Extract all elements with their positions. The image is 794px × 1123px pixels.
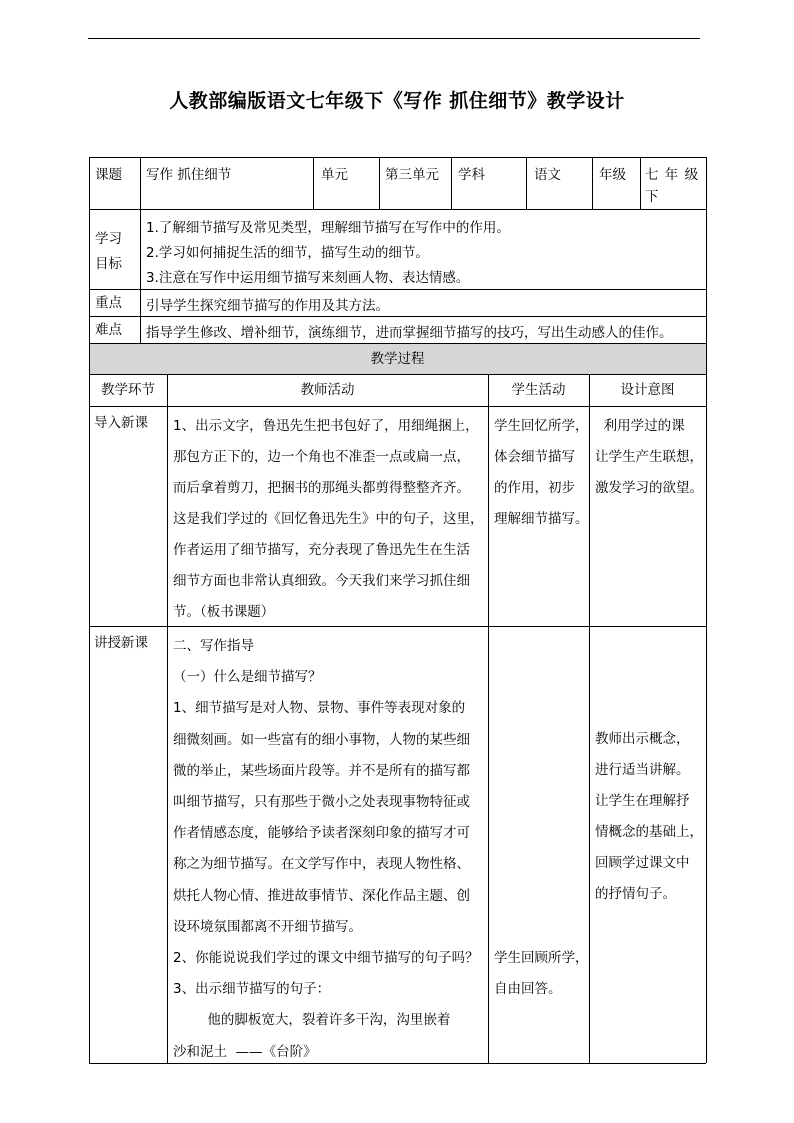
lecture-student-line: 自由回答。 xyxy=(494,981,562,997)
intro-teacher-line: 这是我们学过的《回忆鲁迅先生》中的句子，这里， xyxy=(173,511,484,527)
intro-student-line: 体会细节描写 xyxy=(494,449,575,465)
lecture-teacher-line: 称之为细节描写。在文学写作中，表现人物性格、 xyxy=(173,856,470,873)
lecture-intent-line: 教师出示概念， xyxy=(595,731,690,747)
intro-intent-line: 让学生产生联想， xyxy=(595,449,703,465)
lecture-teacher-line: 细微刻画。如一些富有的细小事物，人物的某些细 xyxy=(173,731,470,748)
col-student: 学生活动 xyxy=(511,382,566,398)
subject-value: 语文 xyxy=(534,167,561,183)
lecture-student-line: 学生回顾所学， xyxy=(494,950,589,966)
lecture-teacher-line: 烘托人物心情、推进故事情节、深化作品主题、创 xyxy=(173,887,470,904)
lecture-intent-line: 进行适当讲解。 xyxy=(595,762,690,778)
lecture-teacher-line: 沙和泥土 ——《台阶》 xyxy=(173,1043,317,1060)
lecture-teacher-line: 微的举止，某些场面片段等。并不是所有的描写都 xyxy=(173,762,470,779)
col-stage: 教学环节 xyxy=(101,382,155,398)
unit-value: 第三单元 xyxy=(385,167,439,183)
grade-value-line-1: 七 年 级 xyxy=(645,167,700,183)
intro-student-line: 的作用，初步 xyxy=(494,480,575,496)
header-rule xyxy=(88,38,700,39)
lecture-intent-line: 回顾学过课文中 xyxy=(595,855,690,871)
intro-teacher-line: 那包方正下的，边一个角也不准歪一点或扁一点， xyxy=(173,449,470,465)
lecture-teacher-line: 设环境氛围都离不开细节描写。 xyxy=(173,918,362,935)
lecture-teacher-line: 1、细节描写是对人物、景物、事件等表现对象的 xyxy=(173,700,466,717)
grade-label: 年级 xyxy=(599,167,626,183)
goals-label-line-1: 学习 xyxy=(95,231,122,247)
goal-item-3: 3.注意在写作中运用细节描写来刻画人物、表达情感。 xyxy=(146,270,470,286)
process-header: 教学过程 xyxy=(370,351,425,367)
intro-intent-line: 利用学过的课 xyxy=(595,418,685,434)
col-intent: 设计意图 xyxy=(620,382,675,398)
intro-teacher-line: 1、出示文字，鲁迅先生把书包好了，用细绳捆上， xyxy=(173,418,479,434)
lecture-teacher-line: 叫细节描写，只有那些于微小之处表现事物特征或 xyxy=(173,794,470,810)
course-value: 写作 抓住细节 xyxy=(146,167,232,183)
col-teacher: 教师活动 xyxy=(300,382,355,398)
intro-teacher-line: 节。（板书课题） xyxy=(173,604,275,620)
grade-value-line-2: 下 xyxy=(645,189,659,205)
lecture-intent-line: 情概念的基础上， xyxy=(595,824,703,840)
key-label: 重点 xyxy=(95,295,122,311)
lecture-teacher-line: 2、你能说说我们学过的课文中细节描写的句子吗？ xyxy=(173,950,479,966)
lecture-intent-line: 的抒情句子。 xyxy=(595,886,676,902)
intro-student-line: 理解细节描写。 xyxy=(494,511,589,527)
intro-stage: 导入新课 xyxy=(94,415,148,431)
lecture-teacher-line: 他的脚板宽大，裂着许多干沟，沟里嵌着 xyxy=(173,1012,451,1029)
intro-intent-line: 激发学习的欲望。 xyxy=(595,480,703,496)
goal-item-2: 2.学习如何捕捉生活的细节，描写生动的细节。 xyxy=(146,245,429,261)
goals-label-line-2: 目标 xyxy=(95,256,122,272)
intro-teacher-line: 而后拿着剪刀，把捆书的那绳头都剪得整整齐齐。 xyxy=(173,480,470,496)
lecture-teacher-line: （一）什么是细节描写？ xyxy=(173,669,322,686)
lecture-teacher-line: 作者情感态度，能够给予读者深刻印象的描写才可 xyxy=(173,825,470,842)
intro-student-line: 学生回忆所学， xyxy=(494,418,589,434)
unit-label: 单元 xyxy=(321,167,348,183)
page-title: 人教部编版语文七年级下《写作 抓住细节》教学设计 xyxy=(169,90,625,112)
lecture-stage: 讲授新课 xyxy=(94,635,148,651)
course-label: 课题 xyxy=(95,167,122,183)
difficult-text: 指导学生修改、增补细节，演练细节，进而掌握细节描写的技巧，写出生动感人的佳作。 xyxy=(146,325,673,341)
goal-item-1: 1.了解细节描写及常见类型，理解细节描写在写作中的作用。 xyxy=(146,220,510,236)
lecture-intent-line: 让学生在理解抒 xyxy=(595,793,690,809)
intro-teacher-line: 细节方面也非常认真细致。今天我们来学习抓住细 xyxy=(173,573,470,589)
intro-teacher-line: 作者运用了细节描写，充分表现了鲁迅先生在生活 xyxy=(173,542,470,558)
subject-label: 学科 xyxy=(458,167,485,183)
key-text: 引导学生探究细节描写的作用及其方法。 xyxy=(146,298,389,314)
lecture-teacher-line: 二、写作指导 xyxy=(173,638,254,654)
difficult-label: 难点 xyxy=(95,322,122,338)
lecture-teacher-line: 3、出示细节描写的句子： xyxy=(173,981,331,998)
